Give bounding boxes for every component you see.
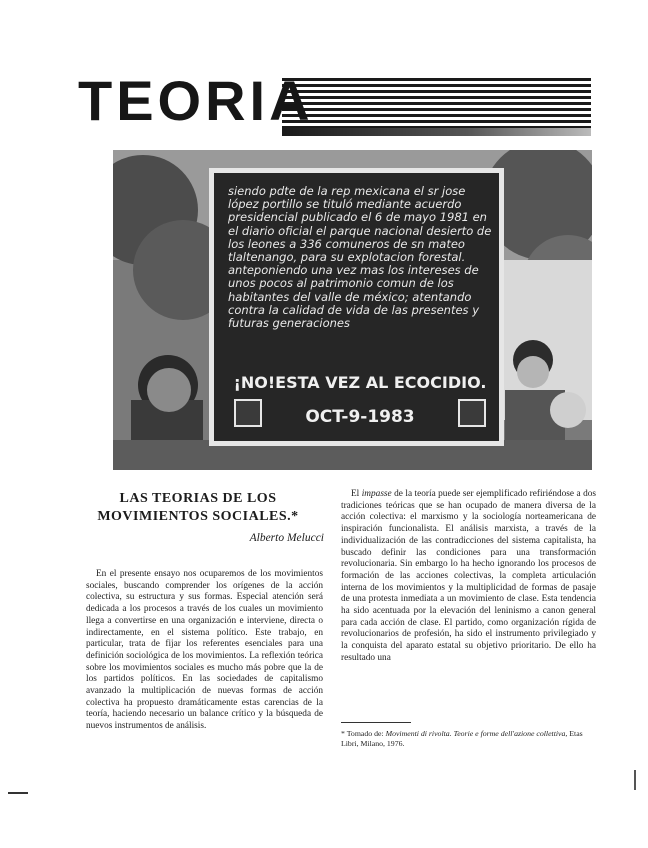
footnote-prefix: * Tomado de: <box>341 729 386 738</box>
article-author: Alberto Melucci <box>249 532 324 544</box>
right-body: de la teoría puede ser ejemplificado refiriéndose a dos tradiciones teóricas que se han ocupado de manera diversa de la acción colectiva: el marxismo y la sociología norteamericana de inspiración funcionalista. El análisis marxista, a través de la individualización de las contradicciones del sistema capitalista, ha buscado definir las condiciones para una transformación revolucionaria. Sin embargo lo ha hecho ignorando los procesos de formación de las acciones colectivas, la completa articulación interna de los movimientos y la multiplicidad de formas de pasaje de una protesta inmediata a un movimiento de clase. Esta tendencia ha sido acentuada por la elevación del leninismo a canon general para cada acción de clase. El partido, como organización rígida de revolucionarios de profesión, ha sido el instrumento privilegiado y la conquista del aparato estatal su objetivo prioritario. De ello ha resultado una <box>341 489 596 663</box>
right-column-paragraph <box>341 489 596 665</box>
header-stripes-fade <box>282 128 591 136</box>
protest-sign <box>209 168 504 446</box>
scan-mark-left <box>8 792 28 794</box>
sign-text: siendo pdte de la rep mexicana el sr jose lópez portillo se tituló mediante acuerdo presidencial publicado el 6 de mayo 1981 en el diario oficial el parque nacional desierto de los leones a 336 comuneros de sn mateo tlaltenango, para su explotacion forestal. anteponiendo una vez mas los intereses de unos pocos al patrimonio comun de los habitantes del valle de méxico; atentando contra la calidad de vida de las presentes y futuras generaciones <box>228 184 492 331</box>
left-column-paragraph: En el presente ensayo nos ocuparemos de los movimientos sociales, buscando comprender los orígenes de la acción colectiva, su estructura y sus formas. Especial atención será dedicada a los procesos a través de los cuales un movimiento llega a convertirse en una organización e interviene, directa o indirectamente, en el sistema político. Este trabajo, en particular, trata de fijar los referentes esenciales para una definición sociológica de los movimientos. La reflexión teórica sobre los movimientos sociales es mucho más pobre que la de los partidos políticos. En las sociedades de capitalismo avanzado la multiplicación de nuevas formas de acción colectiva ha propuesto dramáticamente estas carencias de la teoría, haciendo necesario un balance crítico y la búsqueda de nuevos instrumentos de análisis. <box>86 569 323 732</box>
footnote-source-title: Movimenti di rivolta. Teorie e forme dell'azione collettiva <box>385 729 566 738</box>
footnote <box>341 729 596 749</box>
scan-mark-right <box>634 770 636 790</box>
sign-date: OCT-9-1983 <box>305 407 415 427</box>
right-intro: El <box>351 489 362 499</box>
sign-slogan: ¡NO!ESTA VEZ AL ECOCIDIO. <box>233 373 487 392</box>
protest-photo <box>113 150 592 470</box>
article-title: LAS TEORIAS DE LOS MOVIMIENTOS SOCIALES.* <box>97 491 299 524</box>
footnote-suffix: , Etas Libri, Milano, 1976. <box>341 729 583 748</box>
section-title: TEORIA <box>78 69 314 132</box>
impasse-term: impasse <box>361 489 392 499</box>
footnote-rule <box>341 722 411 723</box>
header-stripes <box>282 78 591 135</box>
